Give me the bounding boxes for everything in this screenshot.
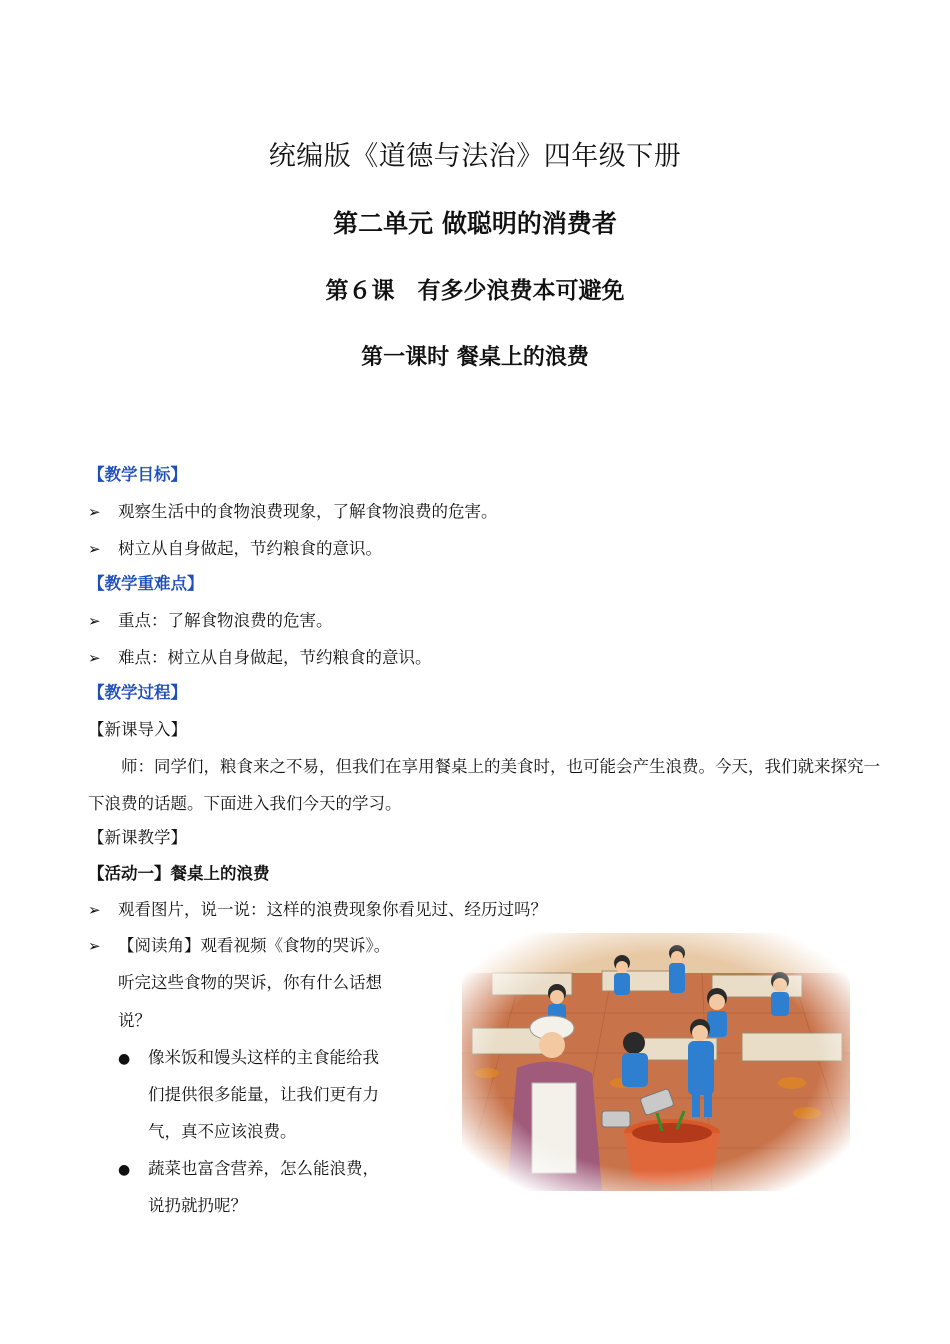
- opinion-item: [118, 1157, 379, 1182]
- arrow-bullet-icon: ➢: [88, 540, 101, 558]
- activity-bullet-text: 观看图片，说一说：这样的浪费现象你看见过、经历过吗？: [118, 900, 547, 919]
- objective-item: [88, 537, 382, 561]
- arrow-bullet-icon: ➢: [88, 649, 101, 667]
- opinion-text: 蔬菜也富含营养，怎么能浪费，: [148, 1159, 379, 1178]
- objective-item: [88, 500, 498, 524]
- period-title: 第一课时 餐桌上的浪费: [361, 344, 589, 370]
- key-point-text: 重点：了解食物浪费的危害。: [118, 611, 333, 630]
- key-point-text: 难点：树立从自身做起，节约粮食的意识。: [118, 648, 432, 667]
- unit-title: 第二单元 做聪明的消费者: [333, 209, 617, 238]
- objective-text: 树立从自身做起，节约粮食的意识。: [118, 539, 382, 558]
- document-title: 统编版《道德与法治》四年级下册: [268, 141, 682, 172]
- intro-heading: 【新课导入】: [88, 720, 187, 739]
- new-lesson-heading: 【新课教学】: [88, 828, 187, 847]
- dot-bullet-icon: ●: [118, 1162, 131, 1178]
- activity-bullet: [88, 898, 547, 922]
- reading-bullet: [88, 934, 390, 958]
- activity-title: 餐桌上的浪费: [170, 864, 270, 883]
- dot-bullet-icon: ●: [118, 1051, 131, 1067]
- intro-paragraph: 师：同学们，粮食来之不易，但我们在享用餐桌上的美食时，也可能会产生浪费。今天，我们就来探究一下浪费的话题。下面进入我们今天的学习。: [88, 757, 880, 813]
- key-point-item: [88, 646, 432, 670]
- process-heading: 【教学过程】: [88, 683, 187, 702]
- objectives-heading: 【教学目标】: [88, 465, 187, 484]
- cafeteria-illustration: [462, 933, 850, 1191]
- reading-text-line: 听完这些食物的哭诉，你有什么话想: [118, 973, 382, 992]
- arrow-bullet-icon: ➢: [88, 937, 101, 955]
- arrow-bullet-icon: ➢: [88, 612, 101, 630]
- opinion-text: 像米饭和馒头这样的主食能给我: [148, 1048, 379, 1067]
- activity-heading: [88, 862, 270, 886]
- arrow-bullet-icon: ➢: [88, 503, 101, 521]
- activity-label: 【活动一】: [88, 864, 171, 883]
- reading-text-line: 说？: [118, 1011, 151, 1030]
- opinion-text-line: 们提供很多能量，让我们更有力: [148, 1085, 379, 1104]
- key-points-heading: 【教学重难点】: [88, 574, 204, 593]
- lesson-title: 第６课 有多少浪费本可避免: [325, 277, 625, 304]
- opinion-item: [118, 1046, 379, 1071]
- arrow-bullet-icon: ➢: [88, 901, 101, 919]
- reading-bullet-text: 【阅读角】观看视频《食物的哭诉》。: [118, 936, 391, 955]
- objective-text: 观察生活中的食物浪费现象，了解食物浪费的危害。: [118, 502, 498, 521]
- opinion-text-line: 气，真不应该浪费。: [148, 1122, 297, 1141]
- opinion-text-line: 说扔就扔呢？: [148, 1196, 247, 1215]
- key-point-item: [88, 609, 333, 633]
